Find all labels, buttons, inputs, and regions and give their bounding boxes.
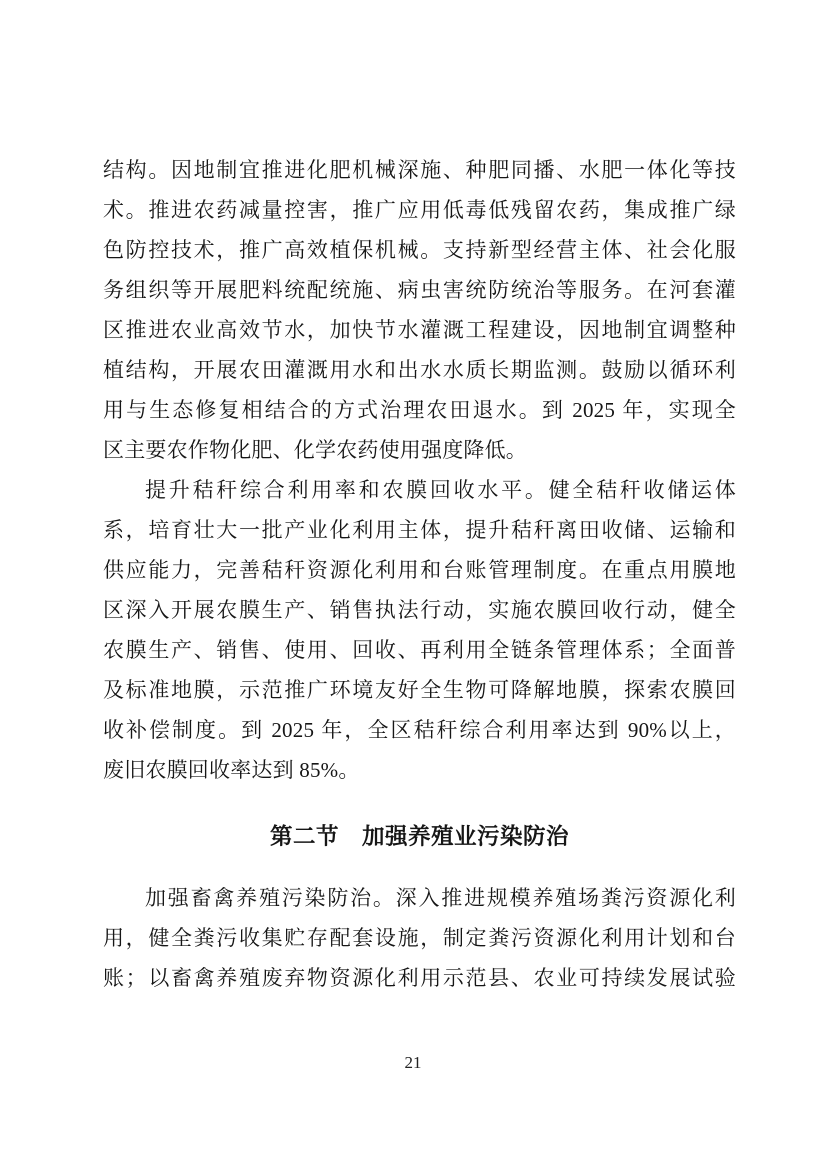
body-text-line: 结构。因地制宜推进化肥机械深施、种肥同播、水肥一体化等技 [103,158,736,182]
body-text-line: 色防控技术，推广高效植保机械。支持新型经营主体、社会化服 [103,238,736,262]
body-text-line: 术。推进农药减量控害，推广应用低毒低残留农药，集成推广绿 [103,198,736,222]
body-text-line: 收补偿制度。到 2025 年，全区秸秆综合利用率达到 90%以上， [103,718,736,742]
body-text-line: 供应能力，完善秸秆资源化利用和台账管理制度。在重点用膜地 [103,558,736,582]
body-text-line: 区推进农业高效节水，加快节水灌溉工程建设，因地制宜调整种 [103,318,736,342]
body-text-line: 账；以畜禽养殖废弃物资源化利用示范县、农业可持续发展试验 [103,966,736,990]
body-text-line: 植结构，开展农田灌溉用水和出水水质长期监测。鼓励以循环利 [103,358,736,382]
body-text-line: 区主要农作物化肥、化学农药使用强度降低。 [103,438,527,462]
paragraph-livestock-pollution [103,878,736,998]
body-text-line: 用与生态修复相结合的方式治理农田退水。到 2025 年，实现全 [103,398,736,422]
body-text-line: 农膜生产、销售、使用、回收、再利用全链条管理体系；全面普 [103,638,736,662]
body-text-line: 区深入开展农膜生产、销售执法行动，实施农膜回收行动，健全 [103,598,736,622]
body-text-line: 用，健全粪污收集贮存配套设施，制定粪污资源化利用计划和台 [103,926,736,950]
body-text-line: 加强畜禽养殖污染防治。深入推进规模养殖场粪污资源化利 [145,886,736,910]
body-text-line: 提升秸秆综合利用率和农膜回收水平。健全秸秆收储运体 [145,478,736,502]
paragraph-straw-film-recycling [103,470,736,790]
body-text-line: 废旧农膜回收率达到 85%。 [103,758,360,782]
body-text-line: 及标准地膜，示范推广环境友好全生物可降解地膜，探索农膜回 [103,678,736,702]
page-number: 21 [404,1053,422,1072]
paragraph-fertilizer-pesticide [103,150,736,470]
body-text-line: 系，培育壮大一批产业化利用主体，提升秸秆离田收储、运输和 [103,518,736,542]
body-text-line: 务组织等开展肥料统配统施、病虫害统防统治等服务。在河套灌 [103,278,736,302]
section-heading: 第二节 加强养殖业污染防治 [269,824,569,849]
